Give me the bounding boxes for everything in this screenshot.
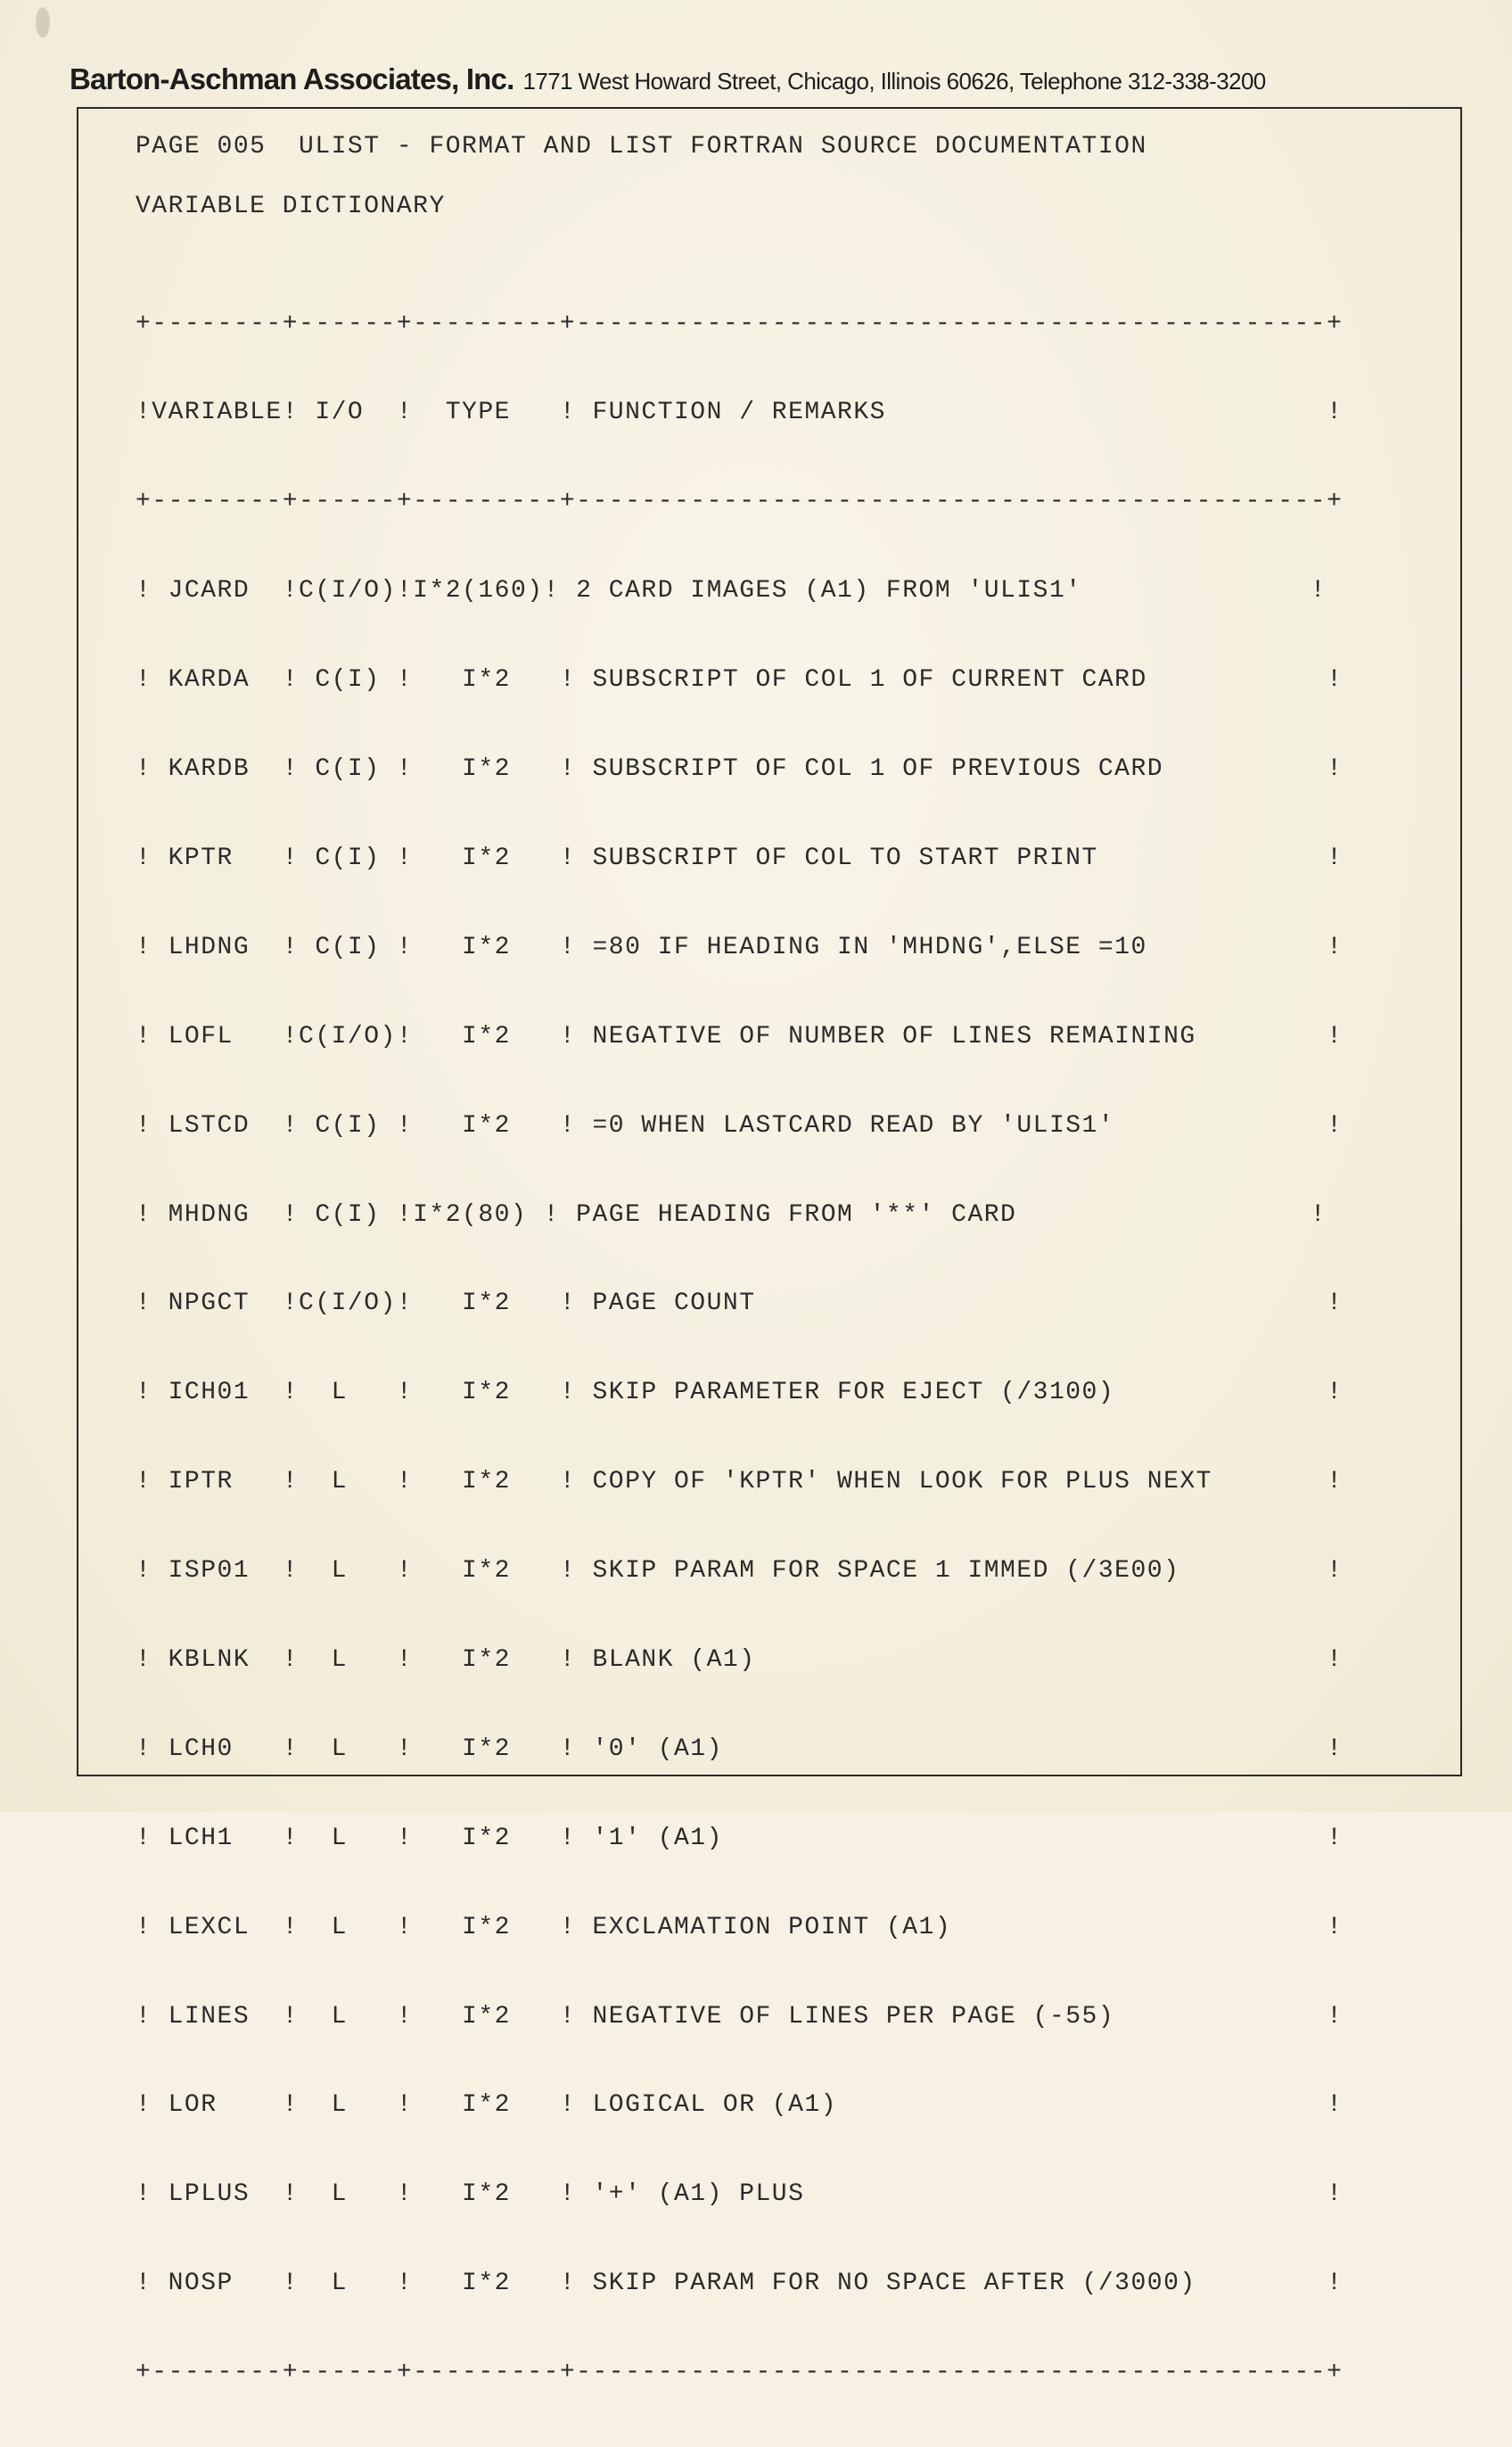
- table-row: ! JCARD !C(I/O)!I*2(160)! 2 CARD IMAGES (A1) FROM 'ULIS1' !: [136, 577, 1327, 606]
- table-row: ! ICH01 ! L ! I*2 ! SKIP PARAMETER FOR EJECT (/3100) !: [136, 1379, 1344, 1407]
- table-row: ! MHDNG ! C(I) !I*2(80) ! PAGE HEADING FROM '**' CARD !: [136, 1200, 1327, 1229]
- table-row: ! LPLUS ! L ! I*2 ! '+' (A1) PLUS !: [136, 2180, 1344, 2209]
- paper-mark: [36, 7, 50, 37]
- table-header: !VARIABLE! I/O ! TYPE ! FUNCTION / REMARKS !: [136, 399, 1344, 427]
- table-row: ! KBLNK ! L ! I*2 ! BLANK (A1) !: [136, 1645, 1344, 1674]
- table-row: ! LCH1 ! L ! I*2 ! '1' (A1) !: [136, 1824, 1344, 1852]
- table-row: ! ISP01 ! L ! I*2 ! SKIP PARAM FOR SPACE 1 IMMED (/3E00) !: [136, 1557, 1344, 1586]
- letterhead: [70, 62, 1478, 96]
- table-border-mid: +--------+------+---------+----------------------------------------------+: [136, 488, 1344, 516]
- variable-table: [136, 250, 1343, 2447]
- page-header: PAGE 005 ULIST - FORMAT AND LIST FORTRAN SOURCE DOCUMENTATION: [136, 133, 1147, 161]
- company-name: Barton-Aschman Associates, Inc.: [70, 62, 514, 95]
- table-row: ! IPTR ! L ! I*2 ! COPY OF 'KPTR' WHEN LOOK FOR PLUS NEXT !: [136, 1468, 1344, 1496]
- table-row: ! LOR ! L ! I*2 ! LOGICAL OR (A1) !: [136, 2091, 1344, 2120]
- table-row: ! NPGCT !C(I/O)! I*2 ! PAGE COUNT !: [136, 1289, 1344, 1318]
- table-row: ! LOFL !C(I/O)! I*2 ! NEGATIVE OF NUMBER OF LINES REMAINING !: [136, 1022, 1344, 1050]
- table-border-top: +--------+------+---------+----------------------------------------------+: [136, 309, 1344, 338]
- table-row: ! KARDB ! C(I) ! I*2 ! SUBSCRIPT OF COL 1 OF PREVIOUS CARD !: [136, 755, 1344, 784]
- table-row: ! KARDA ! C(I) ! I*2 ! SUBSCRIPT OF COL 1 OF CURRENT CARD !: [136, 666, 1344, 695]
- table-row: ! LSTCD ! C(I) ! I*2 ! =0 WHEN LASTCARD READ BY 'ULIS1' !: [136, 1111, 1344, 1140]
- table-row: ! LEXCL ! L ! I*2 ! EXCLAMATION POINT (A1) !: [136, 1913, 1344, 1941]
- table-border-bottom: +--------+------+---------+----------------------------------------------+: [136, 2359, 1344, 2387]
- table-row: ! KPTR ! C(I) ! I*2 ! SUBSCRIPT OF COL TO START PRINT !: [136, 844, 1344, 872]
- table-row: ! LCH0 ! L ! I*2 ! '0' (A1) !: [136, 1734, 1344, 1763]
- company-address: 1771 West Howard Street, Chicago, Illinois 60626, Telephone 312-338-3200: [522, 68, 1266, 95]
- table-row: ! LINES ! L ! I*2 ! NEGATIVE OF LINES PER PAGE (-55) !: [136, 2002, 1344, 2031]
- section-title: VARIABLE DICTIONARY: [136, 193, 446, 220]
- table-row: ! NOSP ! L ! I*2 ! SKIP PARAM FOR NO SPACE AFTER (/3000) !: [136, 2270, 1344, 2298]
- table-row: ! LHDNG ! C(I) ! I*2 ! =80 IF HEADING IN 'MHDNG',ELSE =10 !: [136, 933, 1344, 961]
